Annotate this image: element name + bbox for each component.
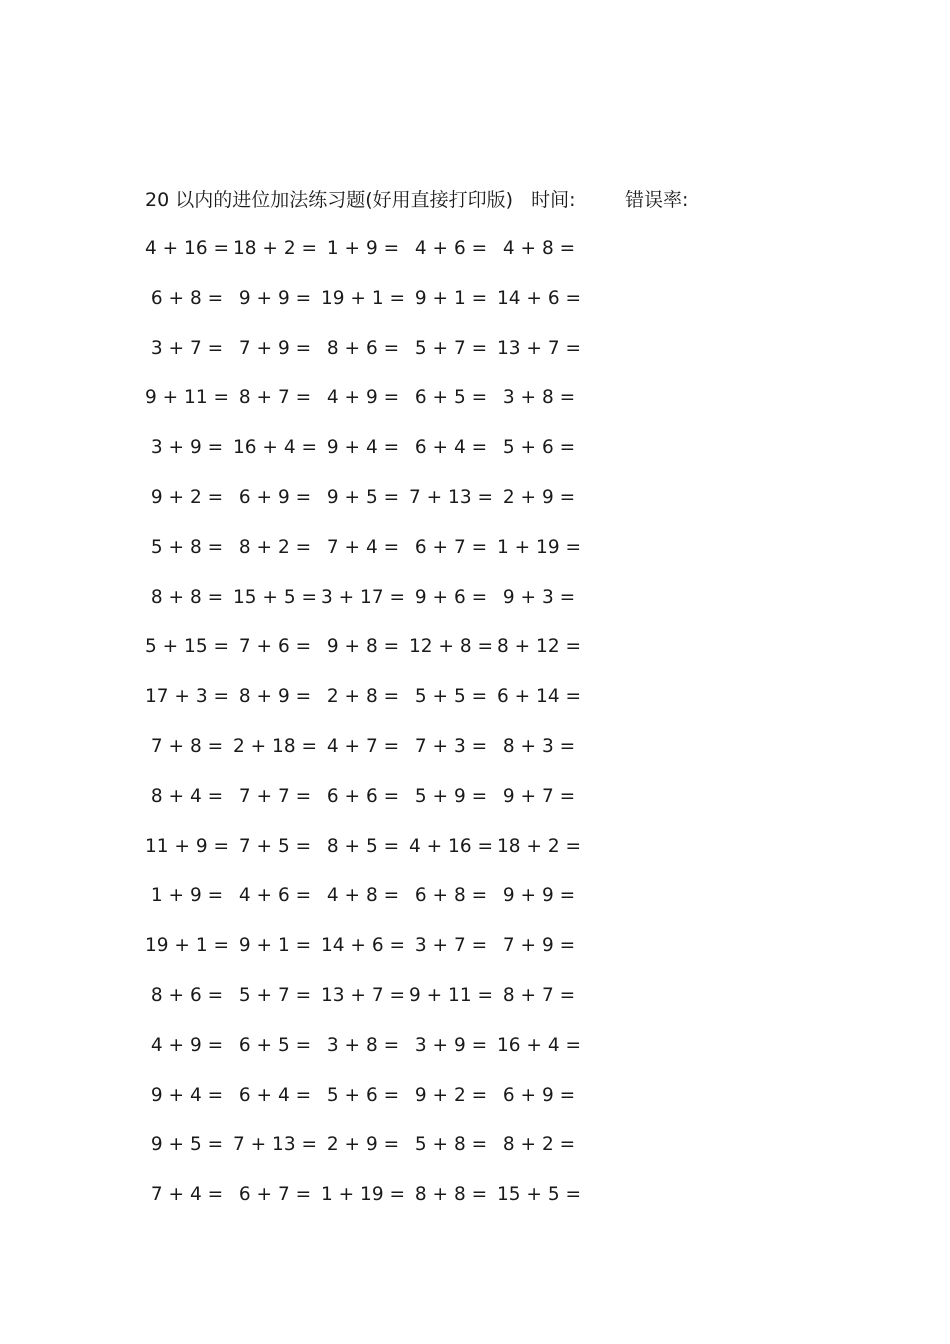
addition-problem: 3 + 7 = xyxy=(414,935,488,957)
addition-problem: 3 + 9 = xyxy=(414,1034,488,1056)
addition-problem: 2 + 18 = xyxy=(233,735,317,757)
addition-problem: 5 + 7 = xyxy=(238,984,312,1006)
addition-problem: 8 + 6 = xyxy=(326,337,400,359)
addition-problem: 8 + 2 = xyxy=(238,536,312,558)
addition-problem: 15 + 5 = xyxy=(497,1184,581,1206)
addition-problem: 9 + 11 = xyxy=(409,984,493,1006)
addition-problem: 4 + 9 = xyxy=(150,1034,224,1056)
addition-problem: 15 + 5 = xyxy=(233,586,317,608)
addition-problem: 8 + 7 = xyxy=(502,984,576,1006)
addition-problem: 3 + 9 = xyxy=(150,437,224,459)
problem-row xyxy=(143,336,593,386)
addition-problem: 7 + 4 = xyxy=(326,536,400,558)
addition-problem: 5 + 8 = xyxy=(150,536,224,558)
problem-grid xyxy=(143,236,593,1232)
addition-problem: 4 + 6 = xyxy=(414,238,488,259)
addition-problem: 8 + 9 = xyxy=(238,686,312,708)
addition-problem: 2 + 9 = xyxy=(502,486,576,508)
addition-problem: 5 + 15 = xyxy=(145,636,229,658)
addition-problem: 2 + 9 = xyxy=(326,1134,400,1156)
addition-problem: 9 + 2 = xyxy=(150,486,224,508)
addition-problem: 9 + 4 = xyxy=(150,1084,224,1106)
addition-problem: 18 + 2 = xyxy=(497,835,581,857)
error-rate-label: 错误率: xyxy=(625,189,689,211)
addition-problem: 2 + 8 = xyxy=(326,686,400,708)
problem-row xyxy=(143,385,593,435)
addition-problem: 9 + 5 = xyxy=(150,1134,224,1156)
problem-row xyxy=(143,435,593,485)
time-label: 时间: xyxy=(531,189,576,211)
addition-problem: 4 + 6 = xyxy=(238,885,312,907)
addition-problem: 6 + 8 = xyxy=(414,885,488,907)
addition-problem: 4 + 16 = xyxy=(145,238,229,259)
addition-problem: 7 + 6 = xyxy=(238,636,312,658)
addition-problem: 9 + 3 = xyxy=(502,586,576,608)
addition-problem: 5 + 5 = xyxy=(414,686,488,708)
addition-problem: 5 + 7 = xyxy=(414,337,488,359)
addition-problem: 6 + 4 = xyxy=(238,1084,312,1106)
addition-problem: 4 + 9 = xyxy=(326,387,400,409)
addition-problem: 6 + 9 = xyxy=(502,1084,576,1106)
addition-problem: 3 + 8 = xyxy=(502,387,576,409)
problem-row xyxy=(143,734,593,784)
addition-problem: 13 + 7 = xyxy=(321,984,405,1006)
addition-problem: 1 + 19 = xyxy=(321,1184,405,1206)
addition-problem: 5 + 6 = xyxy=(326,1084,400,1106)
addition-problem: 8 + 2 = xyxy=(502,1134,576,1156)
addition-problem: 8 + 6 = xyxy=(150,984,224,1006)
addition-problem: 6 + 8 = xyxy=(150,287,224,309)
addition-problem: 6 + 5 = xyxy=(238,1034,312,1056)
problem-row xyxy=(143,286,593,336)
problem-row xyxy=(143,684,593,734)
problem-row xyxy=(143,983,593,1033)
addition-problem: 7 + 13 = xyxy=(233,1134,317,1156)
problem-row xyxy=(143,485,593,535)
addition-problem: 9 + 2 = xyxy=(414,1084,488,1106)
addition-problem: 9 + 1 = xyxy=(238,935,312,957)
addition-problem: 18 + 2 = xyxy=(233,238,317,259)
addition-problem: 5 + 6 = xyxy=(502,437,576,459)
problem-row xyxy=(143,236,593,286)
addition-problem: 7 + 4 = xyxy=(150,1184,224,1206)
addition-problem: 4 + 8 = xyxy=(326,885,400,907)
addition-problem: 8 + 7 = xyxy=(238,387,312,409)
addition-problem: 9 + 8 = xyxy=(326,636,400,658)
addition-problem: 19 + 1 = xyxy=(145,935,229,957)
addition-problem: 12 + 8 = xyxy=(409,636,493,658)
addition-problem: 8 + 5 = xyxy=(326,835,400,857)
addition-problem: 9 + 9 = xyxy=(238,287,312,309)
addition-problem: 9 + 7 = xyxy=(502,785,576,807)
addition-problem: 7 + 9 = xyxy=(238,337,312,359)
addition-problem: 19 + 1 = xyxy=(321,287,405,309)
addition-problem: 14 + 6 = xyxy=(321,935,405,957)
problem-row xyxy=(143,1182,593,1232)
addition-problem: 6 + 6 = xyxy=(326,785,400,807)
addition-problem: 9 + 5 = xyxy=(326,486,400,508)
addition-problem: 7 + 8 = xyxy=(150,735,224,757)
addition-problem: 1 + 19 = xyxy=(497,536,581,558)
worksheet-header xyxy=(145,186,689,214)
addition-problem: 3 + 17 = xyxy=(321,586,405,608)
addition-problem: 8 + 4 = xyxy=(150,785,224,807)
addition-problem: 16 + 4 = xyxy=(497,1034,581,1056)
addition-problem: 9 + 11 = xyxy=(145,387,229,409)
addition-problem: 6 + 7 = xyxy=(414,536,488,558)
addition-problem: 6 + 9 = xyxy=(238,486,312,508)
addition-problem: 8 + 8 = xyxy=(414,1184,488,1206)
addition-problem: 17 + 3 = xyxy=(145,686,229,708)
addition-problem: 7 + 9 = xyxy=(502,935,576,957)
problem-row xyxy=(143,933,593,983)
addition-problem: 4 + 8 = xyxy=(502,238,576,259)
addition-problem: 8 + 8 = xyxy=(150,586,224,608)
addition-problem: 7 + 3 = xyxy=(414,735,488,757)
problem-row xyxy=(143,784,593,834)
addition-problem: 16 + 4 = xyxy=(233,437,317,459)
addition-problem: 6 + 5 = xyxy=(414,387,488,409)
addition-problem: 5 + 9 = xyxy=(414,785,488,807)
addition-problem: 5 + 8 = xyxy=(414,1134,488,1156)
addition-problem: 6 + 4 = xyxy=(414,437,488,459)
problem-row xyxy=(143,634,593,684)
addition-problem: 3 + 7 = xyxy=(150,337,224,359)
addition-problem: 1 + 9 = xyxy=(150,885,224,907)
addition-problem: 9 + 1 = xyxy=(414,287,488,309)
problem-row xyxy=(143,1132,593,1182)
problem-row xyxy=(143,834,593,884)
addition-problem: 9 + 6 = xyxy=(414,586,488,608)
addition-problem: 14 + 6 = xyxy=(497,287,581,309)
worksheet-title: 20 以内的进位加法练习题(好用直接打印版) xyxy=(145,189,514,211)
addition-problem: 9 + 9 = xyxy=(502,885,576,907)
addition-problem: 4 + 16 = xyxy=(409,835,493,857)
addition-problem: 4 + 7 = xyxy=(326,735,400,757)
addition-problem: 1 + 9 = xyxy=(326,238,400,259)
problem-row xyxy=(143,883,593,933)
problem-row xyxy=(143,535,593,585)
addition-problem: 9 + 4 = xyxy=(326,437,400,459)
addition-problem: 7 + 7 = xyxy=(238,785,312,807)
addition-problem: 11 + 9 = xyxy=(145,835,229,857)
addition-problem: 7 + 13 = xyxy=(409,486,493,508)
problem-row xyxy=(143,1083,593,1133)
addition-problem: 3 + 8 = xyxy=(326,1034,400,1056)
addition-problem: 8 + 12 = xyxy=(497,636,581,658)
addition-problem: 6 + 14 = xyxy=(497,686,581,708)
addition-problem: 7 + 5 = xyxy=(238,835,312,857)
problem-row xyxy=(143,1033,593,1083)
problem-row xyxy=(143,585,593,635)
addition-problem: 8 + 3 = xyxy=(502,735,576,757)
addition-problem: 6 + 7 = xyxy=(238,1184,312,1206)
addition-problem: 13 + 7 = xyxy=(497,337,581,359)
